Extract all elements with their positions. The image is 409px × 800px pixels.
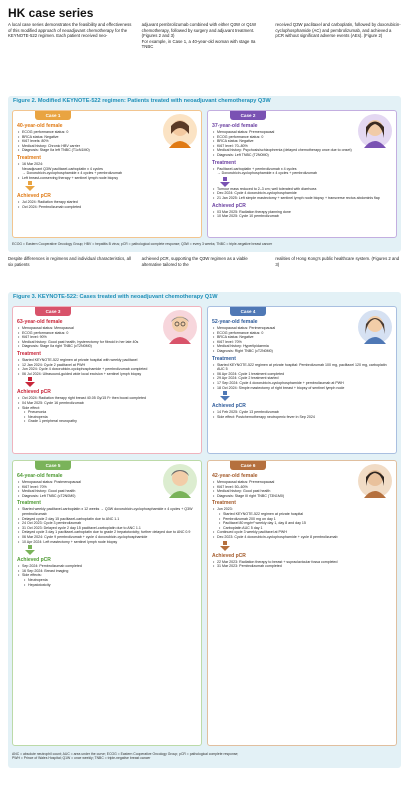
profile-item: • Ki67 level: 70% <box>19 485 197 490</box>
case-6-treatment-label: Treatment <box>212 500 236 507</box>
case-2-tab: Case 2 <box>230 111 266 120</box>
case-4-result <box>214 410 392 419</box>
case-5-treatment-label: Treatment <box>17 500 41 507</box>
treatment-item: • 18 Oct 2024: Simple mastectomy of right breast + biopsy of sentinel lymph node <box>214 386 392 391</box>
case-2-events <box>214 187 392 201</box>
page-title: HK case series <box>8 6 94 20</box>
treatment-item: → Doxorubicin-cyclophosphamide x 4 cycles + pembrolizumab <box>22 171 122 176</box>
case-3-result-label: Achieved pCR <box>17 389 51 396</box>
intro-paragraph: adjuvant pembrolizumab combined with either Q3W or Q1W chemotherapy, followed by surgery and adjuvant treatment. (Figures 2 and 3) For example, in Case 1, a 40-year-old woman with stage IIa TNBC <box>141 22 257 50</box>
case-6-tab: Case 6 <box>230 461 266 470</box>
flow-arrow-icon <box>223 391 227 395</box>
case-3-card <box>12 306 202 454</box>
result-item: • 22 Mar 2023: Radiation therapy to breast + supraclavicular fossa completed <box>214 560 392 565</box>
flow-arrow-head-icon <box>220 546 230 551</box>
treatment-item: • 17 Sep 2024: Cycle 4 doxorubicin-cyclophosphamide + pembrolizumab at PWH <box>214 381 392 386</box>
profile-item: • Diagnosis: Stage III right TNBC (T3N1M0) <box>214 494 392 499</box>
result-item: • Hepatotoxicity <box>25 583 197 588</box>
case-2-profile <box>214 130 392 158</box>
treatment-item: • Continued cycle 3 weekly paclitaxel at PWH <box>214 530 392 535</box>
case-2-treatment <box>214 167 392 176</box>
case-2-card <box>207 110 397 238</box>
case-5-treatment <box>19 507 197 544</box>
profile-item: • Menopausal status: Premenopausal <box>214 480 392 485</box>
case-1-profile <box>19 130 197 153</box>
result-item: • 14 Feb 2025: Cycle 13 pembrolizumab <box>214 410 392 415</box>
result-item: • Oct 2024: Radiation therapy right breast 40.05 Gy/15 Fr then boost completed <box>19 396 197 401</box>
treatment-item: • Started KEYNOTE-522 regimen at private hospital: Pembrolizumab 100 mg, paclitaxel 120 mg, carboplatin AUC 5 <box>214 363 392 372</box>
treatment-item: Neoadjuvant Q3W paclitaxel-carboplatin x 4 cycles <box>22 166 103 171</box>
profile-item: • ECOG performance status: 0 <box>19 130 197 135</box>
result-item: • 04 Mar 2025: Cycle 16 pembrolizumab <box>19 401 197 406</box>
case-1-heading: 40-year-old female <box>17 123 63 129</box>
result-item: • Side effects: <box>19 573 197 578</box>
case-1-card <box>12 110 202 238</box>
profile-item: • ECOG performance status: 0 <box>214 135 392 140</box>
treatment-item: • 12 Jan 2024: Cycle 2 paclitaxel at PWH <box>19 363 197 368</box>
profile-item: • Diagnosis: Right TNBC (cT2N0M0) <box>214 349 392 354</box>
case-3-heading: 63-year-old female <box>17 319 63 325</box>
profile-item: • Ki67 level: 50–60% <box>214 485 392 490</box>
treatment-item: • Delayed cycle 2 day 15 paclitaxel-carboplatin due to ANC 1.1 <box>19 517 197 522</box>
case-3-treatment-label: Treatment <box>17 350 41 357</box>
profile-item: • Menopausal status: Perimenopausal <box>214 326 392 331</box>
case-5-heading: 64-year-old female <box>17 473 63 479</box>
profile-item: • BRCA status: Negative <box>214 335 392 340</box>
intro-text <box>8 22 401 50</box>
treatment-item: • Started KEYNOTE-522 regimen at private hospital with weekly paclitaxel <box>19 358 197 363</box>
event-item: • Tumour mass reduced to 2–3 cm; well tolerated with diarrhoea <box>214 187 392 192</box>
case-6-card <box>207 460 397 746</box>
result-item: • Neutropenia <box>25 415 197 420</box>
profile-item: • Medical history: Good past health <box>214 489 392 494</box>
treatment-item: • 10 Apr 2024: Left mastectomy + sentinel lymph node biopsy <box>19 540 197 545</box>
figure-3-panel <box>8 292 401 768</box>
flow-arrow-icon <box>28 377 32 381</box>
case-6-result-label: Achieved pCR <box>212 552 246 559</box>
profile-item: • BRCA status: Negative <box>214 139 392 144</box>
intro-paragraph: received Q3W paclitaxel and carboplatin, followed by doxorubicin-cyclophosphamide (AC) and pembrolizumab, and achieved a pCR without significant adverse events (AEs). (Figure 2) <box>275 22 401 39</box>
figure-2-panel <box>8 96 401 252</box>
profile-item: • Medical history: Good past health <box>19 489 197 494</box>
case-1-tab: Case 1 <box>35 111 71 120</box>
profile-item: • Diagnosis: Stage IIa right TNBC (cT2N0M0) <box>19 344 197 349</box>
treatment-item: • Started weekly paclitaxel-carboplatin x 12 weeks → Q3W doxorubicin-cyclophosphamide x 4 cycles + Q3W pembrolizumab <box>19 507 197 516</box>
result-item: • Pneumonia <box>25 410 197 415</box>
case-5-card <box>12 460 202 746</box>
case-4-treatment-label: Treatment <box>212 355 236 362</box>
result-item: • Side effect: <box>19 406 197 411</box>
case-1-result-label: Achieved pCR <box>17 193 51 200</box>
treatment-item: • Jun 2024: Cycle 4 doxorubicin-cyclophosphamide + pembrolizumab completed <box>19 367 197 372</box>
profile-item: • Medical history: Chronic HBV carrier <box>19 144 197 149</box>
result-item: • 31 Mar 2023: Pembrolizumab completed <box>214 564 392 569</box>
case-2-heading: 37-year-old female <box>212 123 258 129</box>
profile-item: • Menopausal status: Premenopausal <box>214 130 392 135</box>
mid-paragraph: achieved pCR, supporting the Q3W regimen as a viable alternative tailored to the <box>141 256 248 267</box>
flow-arrow-head-icon <box>220 396 230 401</box>
profile-item: • Diagnosis: Left TNBC (T2N0M0) <box>214 153 392 158</box>
flow-arrow-icon <box>223 177 227 181</box>
case-6-profile <box>214 480 392 498</box>
case-6-heading: 42-year-old female <box>212 473 258 479</box>
case-6-treatment <box>214 507 392 539</box>
profile-item: • Ki67 level: 70% <box>214 340 392 345</box>
profile-item: • Ki67 level: 90% <box>19 335 197 340</box>
result-item: • Jul 2024: Radiation therapy started <box>19 200 197 205</box>
treatment-item: • Delayed cycle 3 day 1 paclitaxel-carboplatin due to grade 2 hepatotoxicity; further delayed due to ANC 0.9 <box>19 530 197 535</box>
treatment-item: • 24 Oct 2023: Cycle 3 pembrolizumab <box>19 521 197 526</box>
profile-item: • Ki67 level: 70–80% <box>214 144 392 149</box>
case-1-treatment-label: Treatment <box>17 154 41 161</box>
result-item: • Side effect: Postchemotherapy neutropenic fever in Sep 2024 <box>214 415 392 420</box>
treatment-item: • Paclitaxel 80 mg/m² weekly day 1, day 8 and day 15 <box>220 521 392 526</box>
flow-arrow-head-icon <box>25 382 35 387</box>
treatment-item: • 31 Oct 2023: Delayed cycle 2 day 15 paclitaxel-carboplatin due to ANC 1.1 <box>19 526 197 531</box>
case-5-profile <box>19 480 197 498</box>
treatment-item: • 06 Apr 2024: Cycle 1 treatment completed <box>214 372 392 377</box>
case-4-result-label: Achieved pCR <box>212 403 246 410</box>
footnote-line: ANC = absolute neutrophil count; AUC = area under the curve; ECOG = Eastern Cooperative Oncology Group; pCR = pathological complete response; <box>12 752 239 756</box>
figure-3-title: Figure 3. KEYNOTE-522: Cases treated with neoadjuvant chemotherapy Q1W <box>13 294 218 300</box>
case-5-tab: Case 5 <box>35 461 71 470</box>
result-item: • 03 Mar 2025: Radiation therapy planning done <box>214 210 392 215</box>
result-item: • 10 Mar 2025: Cycle 10 pembrolizumab <box>214 214 392 219</box>
treatment-item: • 29 Apr 2024: Cycle 2 treatment started <box>214 376 392 381</box>
case-2-treatment-label: Treatment <box>212 159 236 166</box>
event-item: • Dec 2024: Cycle 4 doxorubicin-cyclophosphamide <box>214 191 392 196</box>
profile-item: • BRCA status: Negative <box>19 135 197 140</box>
case-2-result <box>214 210 392 219</box>
figure-2-footnote: ECOG = Eastern Cooperative Oncology Group; HBV = hepatitis B virus; pCR = pathological complete response; Q3W = every 3 weeks; TNBC = triple-negative breast cancer <box>12 242 273 246</box>
flow-arrow-head-icon <box>25 550 35 555</box>
flow-arrow-icon <box>223 541 227 545</box>
result-item: • Sep 2024: Pembrolizumab completed <box>19 564 197 569</box>
case-3-tab: Case 3 <box>35 307 71 316</box>
case-3-result <box>19 396 197 424</box>
case-5-result <box>19 564 197 587</box>
figure-3-footnote <box>12 752 401 761</box>
case-4-profile <box>214 326 392 354</box>
case-3-profile <box>19 326 197 349</box>
case-6-result <box>214 560 392 569</box>
flow-arrow-head-icon <box>25 186 35 191</box>
treatment-item: • Dec 2023: Cycle 4 doxorubicin-cyclophosphamide + cycle 8 pembrolizumab <box>214 535 392 540</box>
treatment-item: • 06 Mar 2024: Cycle 9 pembrolizumab + cycle 4 doxorubicin-cyclophosphamide <box>19 535 197 540</box>
profile-item: • Diagnosis: Left TNBC (cT2N0M0) <box>19 494 197 499</box>
result-item: • Oct 2024: Pembrolizumab completed <box>19 205 197 210</box>
profile-item: • ECOG performance status: 0 <box>19 331 197 336</box>
mid-paragraph: realities of Hong Kong's public healthcare system. (Figures 2 and 3) <box>275 256 400 267</box>
profile-item: • Diagnosis: Stage IIa left TNBC (T1cN1M0) <box>19 148 197 153</box>
case-4-card <box>207 306 397 454</box>
treatment-item: • Jun 2023: <box>214 507 392 512</box>
treatment-item: • Pembrolizumab 200 mg on day 1 <box>220 517 392 522</box>
treatment-item: • Started KEYNOTE-522 regimen at private hospital <box>220 512 392 517</box>
result-item: • 16 Sep 2024: Breast imaging <box>19 569 197 574</box>
case-4-tab: Case 4 <box>230 307 266 316</box>
footnote-line: PWH = Prince of Wales Hospital; Q1W = once weekly; TNBC = triple-negative breast cancer <box>12 756 151 761</box>
figure-2-title: Figure 2. Modified KEYNOTE-522 regimen: Patients treated with neoadjuvant chemotherapy Q3W <box>13 98 271 104</box>
treatment-item: • Carboplatin AUC 5 day 1 <box>220 526 392 531</box>
treatment-item: • Paclitaxel-carboplatin + pembrolizumab x 4 cycles <box>214 167 392 172</box>
treatment-item: → Doxorubicin-cyclophosphamide x 4 cycles + pembrolizumab <box>217 171 317 176</box>
mid-paragraph: Despite differences in regimens and individual characteristics, all six patients <box>8 256 131 267</box>
case-4-heading: 52-year-old female <box>212 319 258 325</box>
treatment-item: • Left breast-conserving therapy + sentinel lymph node biopsy <box>19 176 197 181</box>
profile-item: • Menopausal status: Postmenopausal <box>19 480 197 485</box>
profile-item: • Medical history: Hyperlipidaemia <box>214 344 392 349</box>
case-4-treatment <box>214 363 392 391</box>
result-item: • Grade 1 peripheral neuropathy <box>25 419 197 424</box>
flow-arrow-icon <box>28 181 32 185</box>
case-3-treatment <box>19 358 197 376</box>
intro-paragraph: A local case series demonstrates the feasibility and effectiveness of this modified approach of neoadjuvant chemotherapy for the KEYNOTE-522 regimen. Each patient received neo- <box>8 22 132 39</box>
event-item: • 21 Jan 2025: Left simple mastectomy + sentinel lymph node biopsy + transverse rectus abdominis flap <box>214 196 392 201</box>
profile-item: • Medical history: Psychosis/schizophrenia (delayed chemotherapy once due to onset) <box>214 148 392 153</box>
case-1-result <box>19 200 197 209</box>
treatment-item: • 06 Jul 2024: Ultrasound-guided wide local excision + sentinel lymph biopsy <box>19 372 197 377</box>
mid-text <box>8 256 401 267</box>
treatment-item: • 16 Mar 2024: <box>19 162 197 167</box>
case-2-result-label: Achieved pCR <box>212 202 246 209</box>
result-item: • Neutropenia <box>25 578 197 583</box>
flow-arrow-icon <box>28 545 32 549</box>
profile-item: • Menopausal status: Menopausal <box>19 326 197 331</box>
profile-item: • ECOG performance status: 0 <box>214 331 392 336</box>
case-5-result-label: Achieved pCR <box>17 557 51 564</box>
profile-item: • Ki67 levels: 80% <box>19 139 197 144</box>
case-1-treatment <box>19 162 197 180</box>
profile-item: • Medical history: Good past health, hysterectomy for fibroid in her late 40s <box>19 340 197 345</box>
